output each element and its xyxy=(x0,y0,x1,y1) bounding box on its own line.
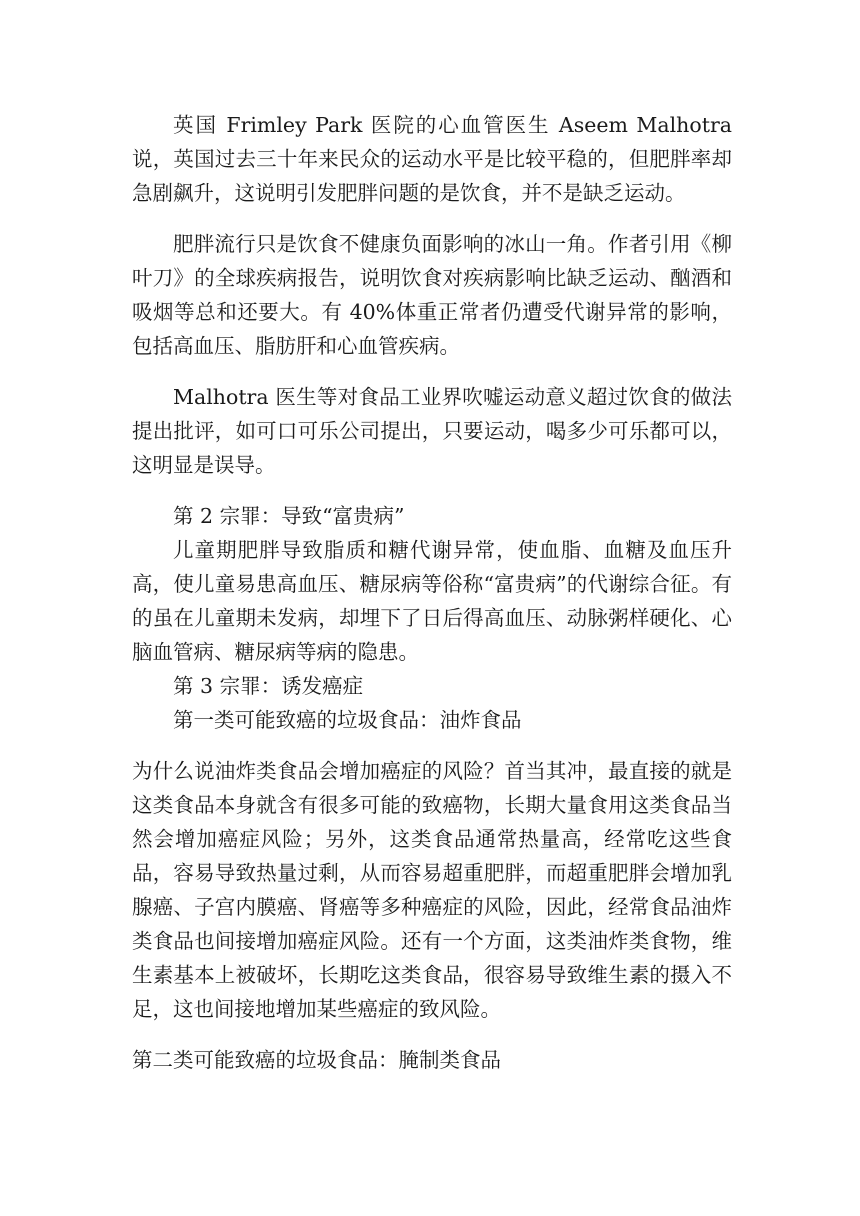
heading-pickled-food: 第二类可能致癌的垃圾食品：腌制类食品 xyxy=(132,1048,501,1072)
heading-sin-2: 第 2 宗罪：导致“富贵病” xyxy=(173,504,405,528)
heading-sin-3: 第 3 宗罪：诱发癌症 xyxy=(173,674,364,698)
heading-fried-food: 第一类可能致癌的垃圾食品：油炸食品 xyxy=(173,708,522,732)
paragraph-obesity-iceberg: 肥胖流行只是饮食不健康负面影响的冰山一角。作者引用《柳叶刀》的全球疾病报告，说明饮食对疾病影响比缺乏运动、酗酒和吸烟等总和还要大。有 40%体重正常者仍遭受代谢异常的影响，包括高血压、脂肪肝和心血管疾病。 xyxy=(132,232,732,358)
paragraph-fried-food-risk: 为什么说油炸类食品会增加癌症的风险？首当其冲，最直接的就是这类食品本身就含有很多可能的致癌物，长期大量食用这类食品当然会增加癌症风险；另外，这类食品通常热量高，经常吃这些食品，容易导致热量过剩，从而容易超重肥胖，而超重肥胖会增加乳腺癌、子宫内膜癌、肾癌等多种癌症的风险，因此，经常食品油炸类食品也间接增加癌症风险。还有一个方面，这类油炸类食物，维生素基本上被破坏，长期吃这类食品，很容易导致维生素的摄入不足，这也间接地增加某些癌症的致风险。 xyxy=(132,759,732,1021)
paragraph-childhood-obesity: 儿童期肥胖导致脂质和糖代谢异常，使血脂、血糖及血压升高，使儿童易患高血压、糖尿病等俗称“富贵病”的代谢综合征。有的虽在儿童期未发病，却埋下了日后得高血压、动脉粥样硬化、心脑血管病、糖尿病等病的隐患。 xyxy=(132,538,732,664)
paragraph-industry-criticism: Malhotra 医生等对食品工业界吹嘘运动意义超过饮食的做法提出批评，如可口可乐公司提出，只要运动，喝多少可乐都可以，这明显是误导。 xyxy=(132,385,732,477)
paragraph-malhotra-intro: 英国 Frimley Park 医院的心血管医生 Aseem Malhotra 说，英国过去三十年来民众的运动水平是比较平稳的，但肥胖率却急剧飙升，这说明引发肥胖问题的是饮食，并不是缺乏运动。 xyxy=(132,113,732,205)
